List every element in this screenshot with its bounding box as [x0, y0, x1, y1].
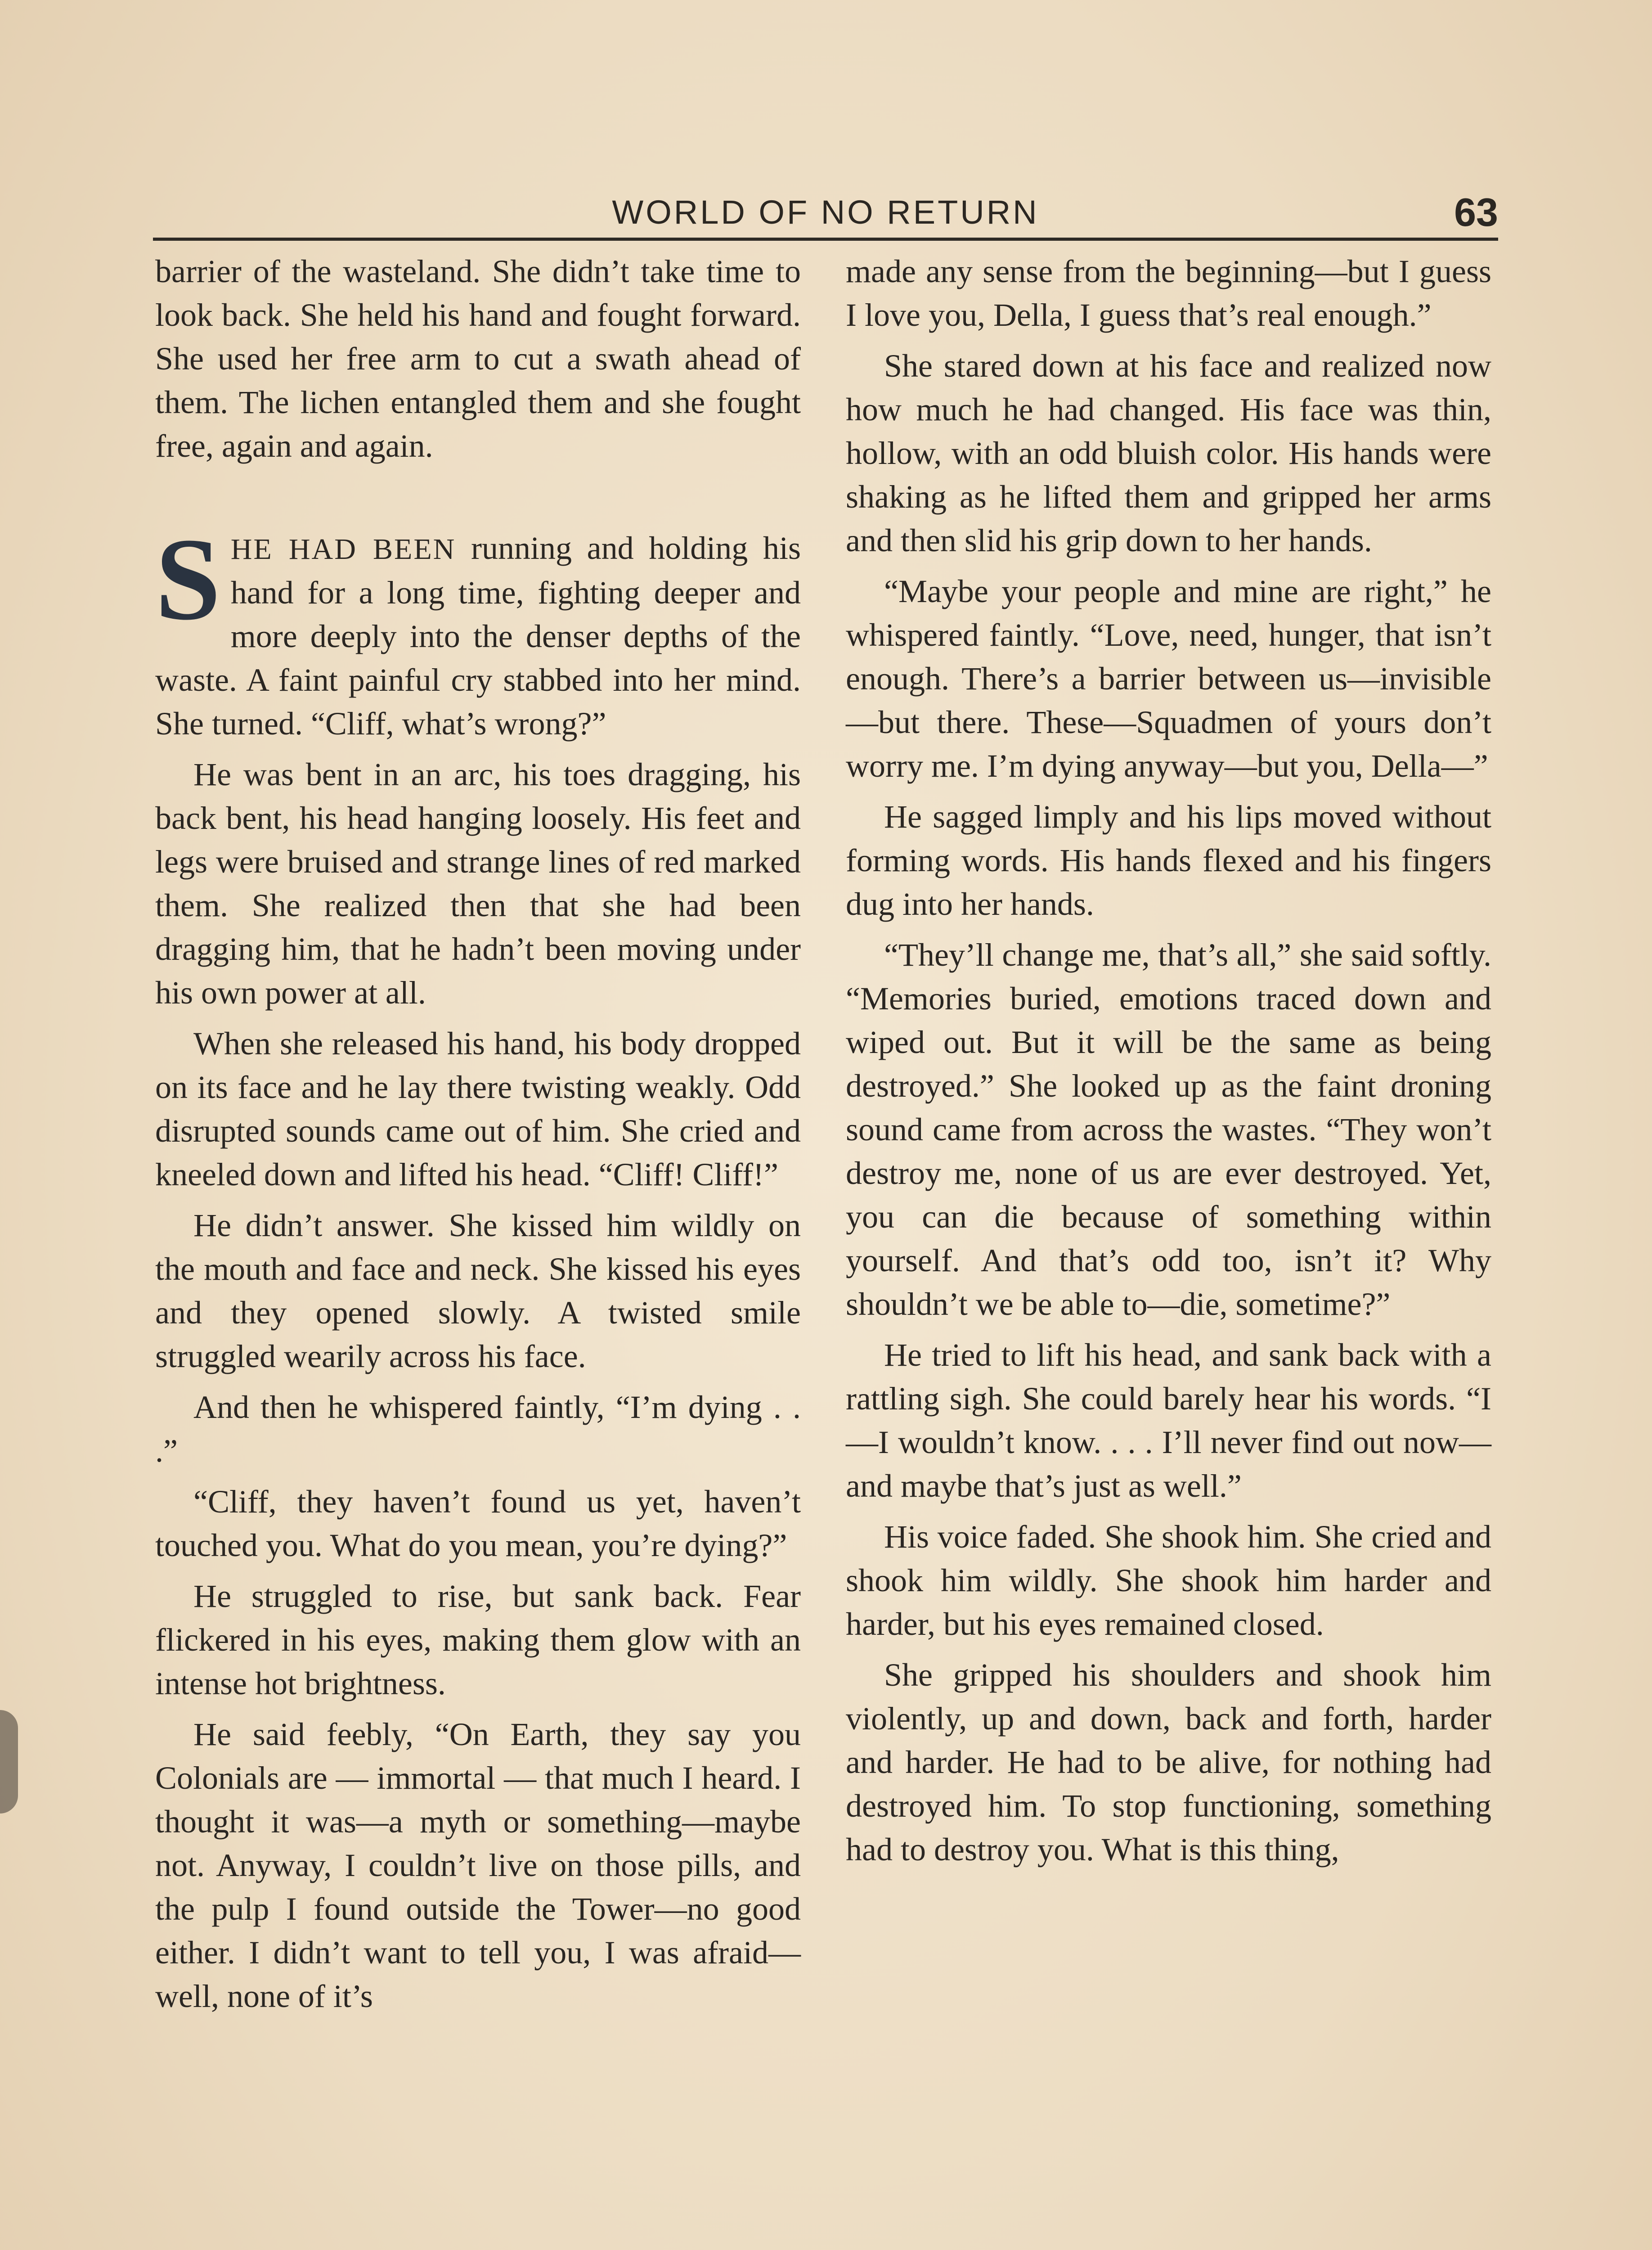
left-column: [155, 250, 801, 2025]
running-title: WORLD OF NO RETURN: [612, 194, 1039, 231]
paragraph: She gripped his shoulders and shook him violently, up and down, back and forth, harder and harder. He had to be alive, for nothing had destroyed him. To stop functioning, something had to destroy you. What is this thing,: [846, 1657, 1491, 1868]
page-edge-mark: [0, 1710, 18, 1814]
paragraph: barrier of the wasteland. She didn’t take time to look back. She held his hand and fought forward. She used her free arm to cut a swath ahead of them. The lichen entangled them and she fought free, again and again.: [155, 253, 801, 464]
paragraph: He said feebly, “On Earth, they say you Colonials are — immortal — that much I heard. I thought it was—a myth or something—maybe not. Anyway, I couldn’t live on those pills, and the pulp I found outside the Tower—no good either. I didn’t want to tell you, I was afraid—well, none of it’s: [155, 1716, 801, 2014]
paragraph: “Cliff, they haven’t found us yet, haven’t touched you. What do you mean, you’re dying?”: [155, 1484, 801, 1563]
drop-cap: S: [155, 514, 221, 644]
paragraph: She stared down at his face and realized now how much he had changed. His face was thin, hollow, with an odd bluish color. His hands were shaking as he lifted them and gripped her arms and then slid his grip down to her hands.: [846, 348, 1491, 558]
running-header: [153, 187, 1498, 236]
paragraph: He tried to lift his head, and sank back with a rattling sigh. She could barely hear his words. “I—I wouldn’t know. . . . I’ll never find out now—and maybe that’s just as well.”: [846, 1337, 1491, 1504]
opening-text: running and holding his hand for a long time, fighting deeper and more deeply into the denser depths of the waste. A faint painful cry stabbed into her mind. She turned. “Cliff, what’s wrong?”: [155, 530, 801, 742]
page-number: 63: [1454, 190, 1498, 234]
paragraph: And then he whispered faintly, “I’m dying . . .”: [155, 1389, 801, 1469]
paragraph: He didn’t answer. She kissed him wildly on the mouth and face and neck. She kissed his eyes and they opened slowly. A twisted smile struggled wearily across his face.: [155, 1207, 801, 1374]
paragraph: He sagged limply and his lips moved without forming words. His hands flexed and his fingers dug into her hands.: [846, 799, 1491, 922]
paragraph: He was bent in an arc, his toes dragging, his back bent, his head hanging loosely. His feet and legs were bruised and strange lines of red marked them. She realized then that she had been dragging him, that he hadn’t been moving under his own power at all.: [155, 756, 801, 1011]
opening-small-caps: HE HAD BEEN: [230, 533, 456, 566]
paragraph: When she released his hand, his body dropped on its face and he lay there twisting weakly. Odd disrupted sounds came out of him. She cried and kneeled down and lifted his head. “Cliff! Cliff!”: [155, 1026, 801, 1192]
section-opening-paragraph: [155, 514, 801, 746]
right-column: [846, 250, 1491, 1879]
paragraph: made any sense from the beginning—but I guess I love you, Della, I guess that’s real enough.”: [846, 253, 1491, 333]
paragraph: His voice faded. She shook him. She cried and shook him wildly. She shook him harder and harder, but his eyes remained closed.: [846, 1519, 1491, 1642]
header-rule: [153, 238, 1498, 241]
paragraph: “Maybe your people and mine are right,” he whispered faintly. “Love, need, hunger, that isn’t enough. There’s a barrier between us—invisible—but there. These—Squadmen of yours don’t worry me. I’m dying anyway—but you, Della—”: [846, 573, 1491, 784]
paragraph: “They’ll change me, that’s all,” she said softly. “Memories buried, emotions traced down and wiped out. But it will be the same as being destroyed.” She looked up as the faint droning sound came from across the wastes. “They won’t destroy me, none of us are ever destroyed. Yet, you can die because of something within yourself. And that’s odd too, isn’t it? Why shouldn’t we be able to—die, sometime?”: [846, 937, 1491, 1322]
paragraph: He struggled to rise, but sank back. Fear flickered in his eyes, making them glow with an intense hot brightness.: [155, 1578, 801, 1701]
